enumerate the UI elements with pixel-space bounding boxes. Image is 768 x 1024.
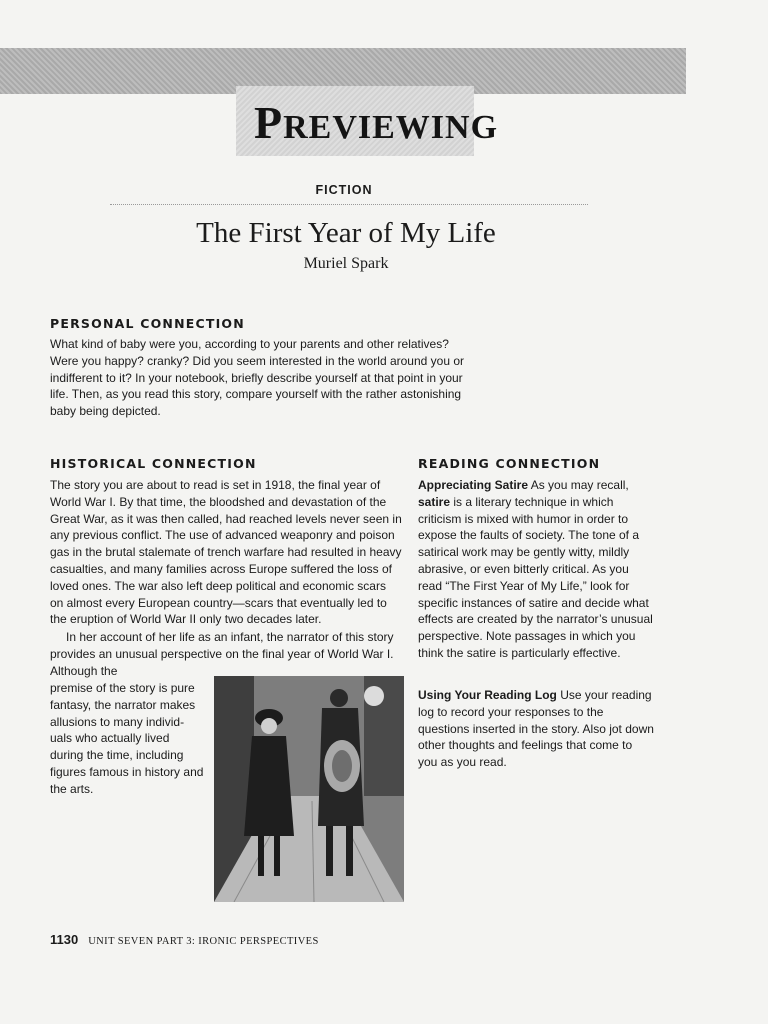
street-photo <box>214 676 404 902</box>
reading-connection-heading: READING CONNECTION <box>418 456 601 471</box>
page-footer <box>50 932 319 947</box>
historical-connection-heading: HISTORICAL CONNECTION <box>50 456 257 471</box>
reading-text-1a: As you may recall, <box>528 478 629 492</box>
story-title: The First Year of My Life <box>196 217 496 249</box>
historical-paragraph-2-wrap: premise of the story is pure fantasy, the narrator makes allusions to many individ-uals who actually lived during the time, including figures famous in history and the arts. <box>50 681 204 796</box>
satire-term: satire <box>418 494 451 509</box>
author-name: Muriel Spark <box>303 255 389 272</box>
reading-text-1b: is a literary technique in which criticism is mixed with humor in order to expose the faults of society. The tone of a satirical work may be gently witty, mildly abrasive, or even bitterly critical. As you read “The First Year of My Life,” look for specific instances of satire and decide what effects are created by the narrator’s unusual perspective. Note passages in which you think the satire is particularly effective. <box>418 494 653 660</box>
running-head: UNIT SEVEN PART 3: IRONIC PERSPECTIVES <box>88 936 319 947</box>
reading-paragraph-1 <box>418 477 654 662</box>
personal-connection-text: What kind of baby were you, according to your parents and other relatives? Were you happy? cranky? Did you seem interested in the world around you or indifferent to it? In your notebook, briefly describe yourself at that point in your life. Then, as you read this story, compare yourself with the rather astonishing baby being depicted. <box>50 337 465 419</box>
section-title: PREVIEWING <box>254 97 499 148</box>
historical-paragraph-2-text: In her account of her life as an infant, the narrator of this story provides an unusual perspective on the final year of World War I. Although the <box>50 630 394 678</box>
page-number: 1130 <box>50 932 79 947</box>
reading-log-subhead: Using Your Reading Log <box>418 688 557 702</box>
appreciating-satire-subhead: Appreciating Satire <box>418 478 529 492</box>
historical-paragraph-2 <box>50 629 402 679</box>
genre-label: FICTION <box>315 183 373 197</box>
reading-text-2: Use your reading log to record your responses to the questions inserted in the story. Also jot down other thoughts and feelings that come to you as you read. <box>418 688 654 770</box>
divider <box>110 204 588 205</box>
historical-paragraph-1: The story you are about to read is set in 1918, the final year of World War I. By that time, the bloodshed and devastation of the Great War, as it was then called, had reached levels never seen in any previous conflict. The use of advanced weaponry and poison gas in the brutal stalemate of trench warfare had resulted in heavy casualties, and many families across Europe suffered the loss of loved ones. The war also left deep political and economic scars on almost every European country—scars that eventually led to the eruption of World War II only two decades later. <box>50 478 402 627</box>
reading-paragraph-2 <box>418 687 654 771</box>
personal-connection-heading: PERSONAL CONNECTION <box>50 316 245 331</box>
